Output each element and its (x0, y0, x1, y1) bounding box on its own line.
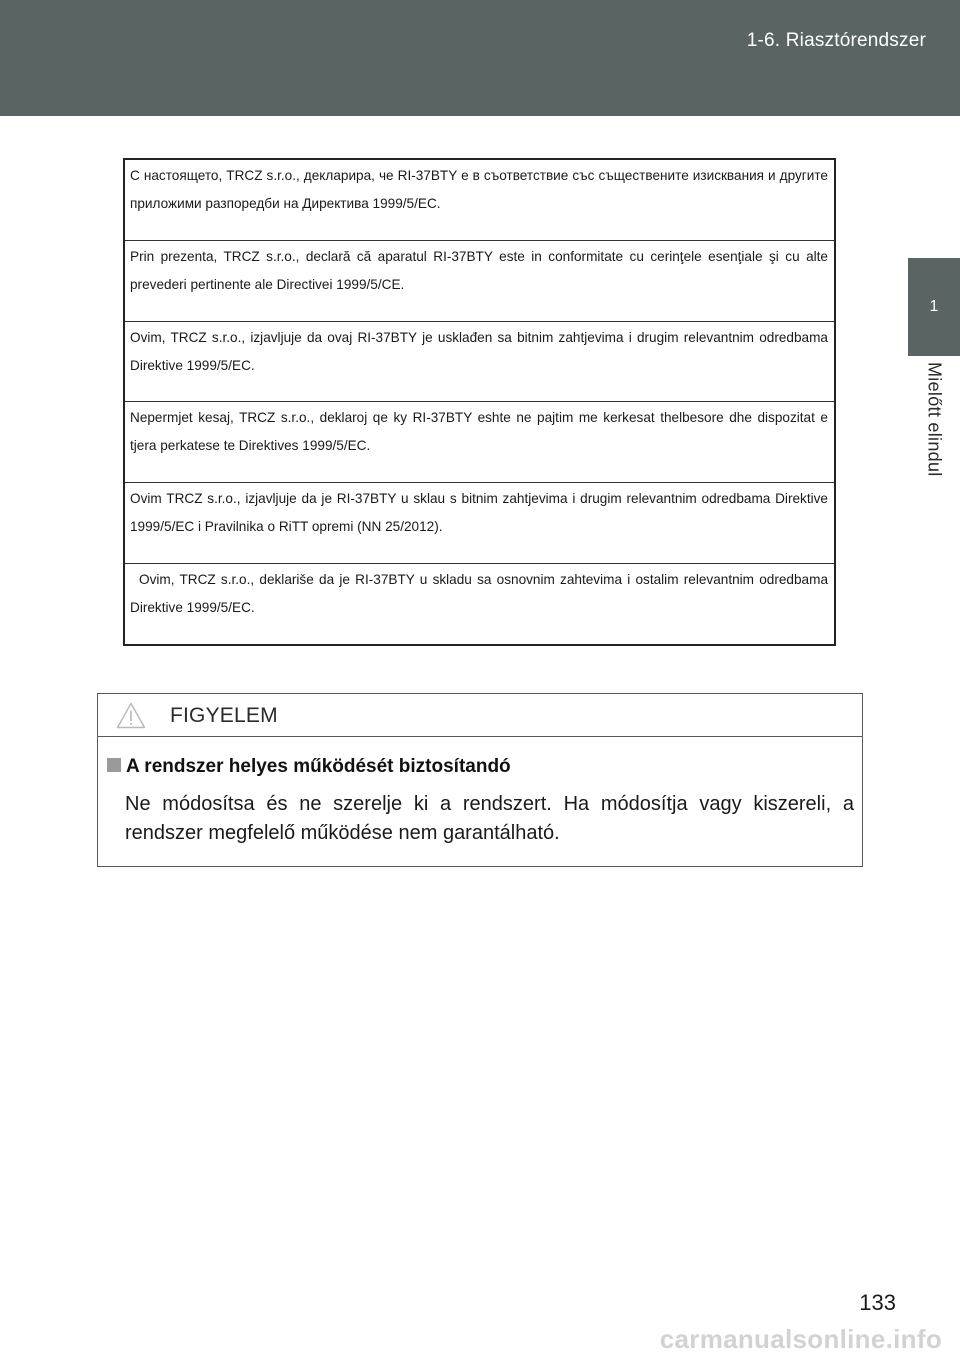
declaration-romanian: Prin prezenta, TRCZ s.r.o., declară că aparatul RI-37BTY este in conformitate cu cerinţele esenţiale şi cu alte prevederi pertinente ale Directivei 1999/5/CE. (125, 241, 834, 322)
warning-box (97, 693, 863, 867)
warning-header (98, 694, 862, 737)
warning-heading: FIGYELEM (170, 704, 278, 727)
watermark: carmanualsonline.info (659, 1324, 942, 1354)
page-number: 133 (859, 1290, 896, 1315)
declaration-serbian: Ovim, TRCZ s.r.o., deklariše da je RI-37BTY u skladu sa osnovnim zahtevima i ostalim relevantnim odredbama Direktive 1999/5/EC. (130, 572, 828, 616)
section-title: 1-6. Riasztórendszer (746, 30, 926, 51)
declaration-albanian: Nepermjet kesaj, TRCZ s.r.o., deklaroj qe ky RI-37BTY eshte ne pajtim me kerkesat thelbesore dhe dispozitat e tjera perkatese te Direktives 1999/5/EC. (125, 402, 834, 483)
bullet-square-icon (107, 758, 121, 772)
header-bar (0, 0, 960, 116)
chapter-number: 1 (929, 298, 939, 315)
declaration-table (123, 158, 836, 646)
chapter-label (908, 362, 960, 512)
chapter-tab[interactable] (908, 258, 960, 356)
declaration-bosnian: Ovim, TRCZ s.r.o., izjavljuje da ovaj RI-37BTY je usklađen sa bitnim zahtjevima i drugim relevantnim odredbama Direktive 1999/5/EC. (125, 322, 834, 403)
warning-triangle-icon (116, 702, 146, 729)
declaration-croatian: Ovim TRCZ s.r.o., izjavljuje da je RI-37BTY u sklau s bitnim zahtjevima i drugim relevantnim odredbama Direktive 1999/5/EC i Pravilnika o RiTT opremi (NN 25/2012). (125, 483, 834, 564)
declaration-bulgarian: С настоящето, TRCZ s.r.o., декларира, че RI-37BTY е в съответствие със съществените изисквания и другите приложими разпоредби на Директива 1999/5/EC. (125, 160, 834, 241)
warning-body: Ne módosítsa és ne szerelje ki a rendszert. Ha módosítja vagy kiszereli, a rendszer megfelelő működése nem garantálható. (125, 793, 854, 844)
warning-subheading: A rendszer helyes működését biztosítandó (126, 756, 511, 777)
chapter-label-text: Mielőtt elindul (924, 362, 945, 477)
